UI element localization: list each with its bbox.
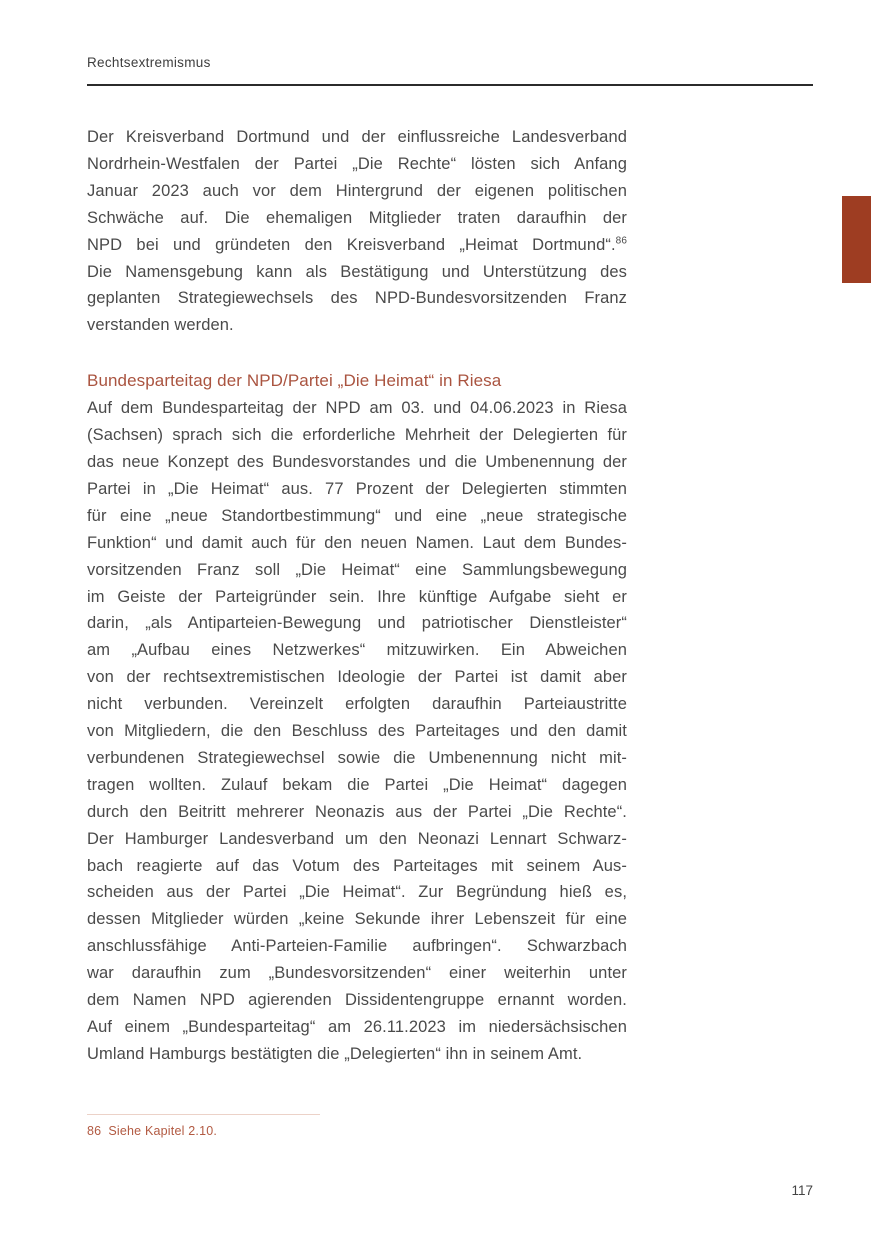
paragraph — [87, 826, 627, 1068]
footnote-text: Siehe Kapitel 2.10. — [108, 1124, 218, 1138]
text-line: Auf einem „Bundesparteitag“ am 26.11.2023 im niedersächsischen — [87, 1018, 627, 1036]
text-line: nicht verbunden. Vereinzelt erfolgten daraufhin Parteiaustritte — [87, 695, 627, 714]
text-line: verstanden werden. — [87, 316, 234, 335]
text-line: anschlussfähige Anti-Parteien-Familie aufbringen“. Schwarzbach — [87, 937, 627, 956]
text-line: war daraufhin zum „Bundesvorsitzenden“ einer weiterhin unter — [87, 964, 627, 983]
text-line: von Mitgliedern, die den Beschluss des Parteitages und den damit — [87, 722, 627, 741]
text-line: das neue Konzept des Bundesvorstandes und die Umbenennung der — [87, 452, 627, 471]
text-line: Die Namensgebung kann als Bestätigung und Unterstützung des — [87, 262, 627, 281]
text-line: bach reagierte auf das Votum des Parteitages mit seinem Aus- — [87, 856, 627, 875]
text-line: tragen wollten. Zulauf bekam die Partei „Die Heimat“ dagegen — [87, 775, 627, 794]
footnote — [87, 1124, 217, 1138]
text-line: scheiden aus der Partei „Die Heimat“. Zur Begründung hieß es, — [87, 883, 627, 902]
text-line: dessen Mitglieder würden „keine Sekunde ihrer Lebenszeit für eine — [87, 910, 627, 929]
section-heading: Bundesparteitag der NPD/Partei „Die Heimat“ in Riesa — [87, 371, 502, 391]
text-line: Der Hamburger Landesverband um den Neonazi Lennart Schwarz- — [87, 829, 627, 848]
text-line: geplanten Strategiewechsels des NPD-Bundesvorsitzenden Franz — [87, 289, 627, 308]
text-line: Umland Hamburgs bestätigten die „Delegierten“ ihn in seinem Amt. — [87, 1044, 583, 1063]
text-line: verbundenen Strategiewechsel sowie die Umbenennung nicht mit- — [87, 748, 627, 767]
text-line: am „Aufbau eines Netzwerkes“ mitzuwirken. Ein Abweichen — [87, 641, 627, 660]
footnote-rule — [87, 1114, 320, 1115]
text-line: darin, „als Antiparteien-Bewegung und patriotischer Dienstleister“ — [87, 614, 627, 633]
text-line: im Geiste der Parteigründer sein. Ihre künftige Aufgabe sieht er — [87, 587, 627, 606]
chapter-thumb-tab — [842, 196, 871, 283]
text-line: Der Kreisverband Dortmund und der einflussreiche Landesverband — [87, 128, 627, 146]
text-line: durch den Beitritt mehrerer Neonazis aus der Partei „Die Rechte“. — [87, 802, 627, 821]
text-line: für eine „neue Standortbestimmung“ und eine „neue strategische — [87, 506, 627, 525]
footnote-reference: 86 — [615, 235, 627, 247]
text-line: Funktion“ und damit auch für den neuen Namen. Laut dem Bundes- — [87, 533, 627, 552]
text-line: (Sachsen) sprach sich die erforderliche Mehrheit der Delegierten für — [87, 426, 627, 445]
header-rule — [87, 84, 813, 86]
text-line: Partei in „Die Heimat“ aus. 77 Prozent der Delegierten stimmten — [87, 479, 627, 498]
text-line: dem Namen NPD agierenden Dissidentengruppe ernannt worden. — [87, 991, 627, 1010]
text-line: vorsitzenden Franz soll „Die Heimat“ eine Sammlungsbewegung — [87, 560, 627, 579]
text-line: Nordrhein-Westfalen der Partei „Die Rechte“ lösten sich Anfang — [87, 154, 627, 173]
text-line: NPD bei und gründeten den Kreisverband „Heimat Dortmund“.$^{86}$ — [87, 235, 627, 254]
text-line: Januar 2023 auch vor dem Hintergrund der eigenen politischen — [87, 181, 627, 200]
text-line: von der rechtsextremistischen Ideologie der Partei ist damit aber — [87, 668, 627, 687]
body-text-column — [87, 124, 627, 1068]
running-header: Rechtsextremismus — [87, 55, 211, 70]
page-number: 117 — [791, 1183, 813, 1198]
paragraph — [87, 395, 627, 826]
text-line: Auf dem Bundesparteitag der NPD am 03. und 04.06.2023 in Riesa — [87, 399, 627, 418]
text-line: Schwäche auf. Die ehemaligen Mitglieder traten daraufhin der — [87, 208, 627, 227]
paragraph — [87, 124, 627, 339]
footnote-marker: 86 — [87, 1124, 102, 1138]
